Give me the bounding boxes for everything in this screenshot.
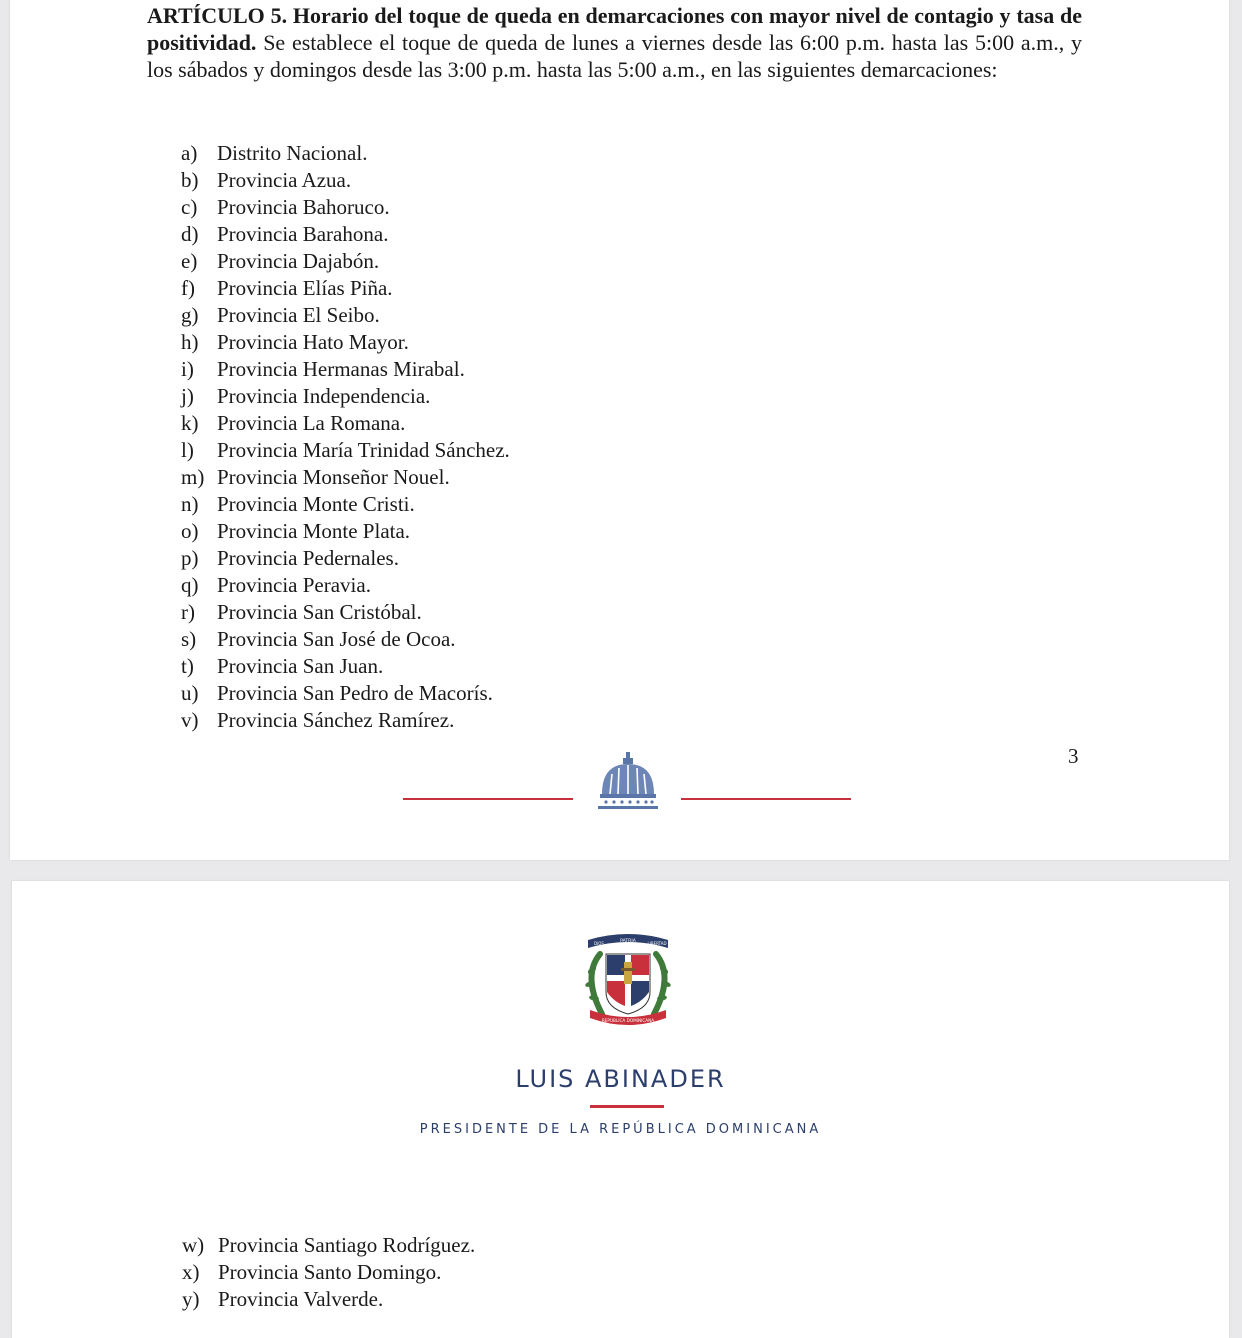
svg-text:DIOS: DIOS — [594, 941, 604, 946]
list-item: j) Provincia Independencia. — [181, 384, 431, 408]
list-item: b) Provincia Azua. — [181, 168, 352, 192]
list-item: o) Provincia Monte Plata. — [181, 519, 411, 543]
list-item: q) Provincia Peravia. — [181, 573, 371, 597]
demarcation-list — [181, 140, 510, 734]
svg-text:PATRIA: PATRIA — [620, 939, 636, 944]
list-item: w) Provincia Santiago Rodríguez. — [182, 1233, 476, 1257]
list-item: v) Provincia Sánchez Ramírez. — [181, 708, 455, 732]
page-number: 3 — [1068, 744, 1079, 768]
svg-text:REPÚBLICA DOMINICANA: REPÚBLICA DOMINICANA — [601, 1018, 655, 1023]
list-item: n) Provincia Monte Cristi. — [181, 492, 415, 516]
list-item: s) Provincia San José de Ocoa. — [181, 627, 456, 651]
list-item: u) Provincia San Pedro de Macorís. — [181, 681, 493, 705]
signer-divider — [590, 1105, 664, 1108]
list-item: a) Distrito Nacional. — [181, 141, 368, 165]
signer-name: LUIS ABINADER — [515, 1065, 726, 1093]
list-item: f) Provincia Elías Piña. — [181, 276, 393, 300]
svg-text:LIBERTAD: LIBERTAD — [647, 941, 667, 946]
dome-icon — [596, 752, 660, 810]
document-page-3 — [10, 0, 1229, 860]
list-item: r) Provincia San Cristóbal. — [181, 600, 422, 624]
document-page-4 — [12, 881, 1229, 1338]
footer-rule-right — [681, 798, 851, 800]
list-item: g) Provincia El Seibo. — [181, 303, 380, 327]
list-item: i) Provincia Hermanas Mirabal. — [181, 357, 465, 381]
list-item: y) Provincia Valverde. — [182, 1287, 384, 1311]
article-heading: ARTÍCULO 5. Horario del toque de queda en demarcaciones con mayor nivel de contagio y tasa de positividad. — [147, 3, 1082, 55]
list-item: e) Provincia Dajabón. — [181, 249, 380, 273]
demarcation-list-continued — [182, 1232, 475, 1313]
list-item: h) Provincia Hato Mayor. — [181, 330, 409, 354]
footer-rule-left — [403, 798, 573, 800]
list-item: m) Provincia Monseñor Nouel. — [181, 465, 450, 489]
coat-of-arms-icon — [574, 926, 682, 1032]
signer-title: PRESIDENTE DE LA REPÚBLICA DOMINICANA — [419, 1122, 822, 1137]
list-item: p) Provincia Pedernales. — [181, 546, 399, 570]
list-item: l) Provincia María Trinidad Sánchez. — [181, 438, 510, 462]
list-item: t) Provincia San Juan. — [181, 654, 384, 678]
article-5-paragraph — [147, 2, 1082, 83]
list-item: c) Provincia Bahoruco. — [181, 195, 390, 219]
list-item: k) Provincia La Romana. — [181, 411, 406, 435]
list-item: d) Provincia Barahona. — [181, 222, 389, 246]
list-item: x) Provincia Santo Domingo. — [182, 1260, 442, 1284]
article-body: Se establece el toque de queda de lunes a viernes desde las 6:00 p.m. hasta las 5:00 a.m., y los sábados y domingos desde las 3:00 p.m. hasta las 5:00 a.m., en las siguientes demarcaciones: — [147, 30, 1082, 82]
